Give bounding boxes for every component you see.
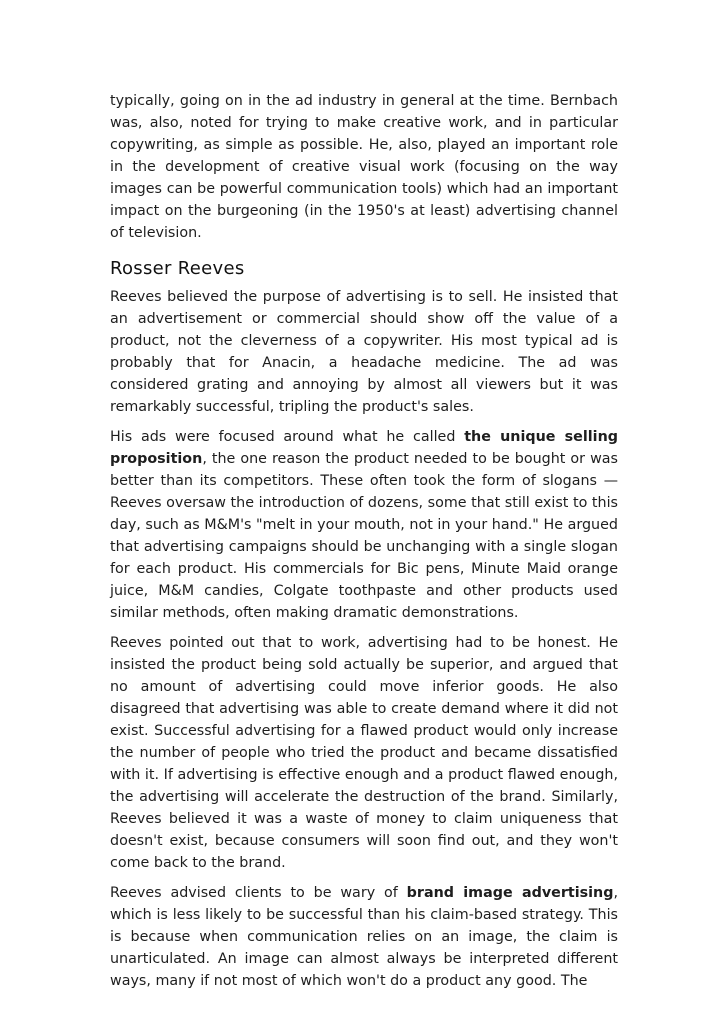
usp-text-start: His ads were focused around what he called	[110, 429, 465, 445]
brand-image-text-start: Reeves advised clients to be wary of	[110, 885, 407, 901]
paragraph-purpose-of-advertising: Reeves believed the purpose of advertising is to sell. He insisted that an advertisement or commercial should show off the value of a product, not the cleverness of a copywriter. His most typical ad is probably that for Anacin, a headache medicine. The ad was considered grating and annoying by almost all viewers but it was remarkably successful, tripling the product's sales.	[110, 289, 618, 415]
document-page	[110, 90, 618, 1000]
section-heading-rosser-reeves: Rosser Reeves	[110, 258, 245, 279]
brand-image-term: brand image advertising	[406, 885, 614, 901]
paragraph-unique-selling-proposition	[110, 426, 618, 624]
usp-term: the unique selling proposition	[110, 429, 618, 467]
usp-text-end: , the one reason the product needed to be bought or was better than its competitors. These often took the form of slogans — Reeves oversaw the introduction of dozens, some that still exist to this day, such as M&M's "melt in your mouth, not in your hand." He argued that advertising campaigns should be unchanging with a single slogan for each product. His commercials for Bic pens, Minute Maid orange juice, M&M candies, Colgate toothpaste and other products used similar methods, often making dramatic demonstrations.	[110, 451, 618, 621]
paragraph-honest-advertising: Reeves pointed out that to work, advertising had to be honest. He insisted the product being sold actually be superior, and argued that no amount of advertising could move inferior goods. He also disagreed that advertising was able to create demand where it did not exist. Successful advertising for a flawed product would only increase the number of people who tried the product and became dissatisfied with it. If advertising is effective enough and a product flawed enough, the advertising will accelerate the destruction of the brand. Similarly, Reeves believed it was a waste of money to claim uniqueness that doesn't exist, because consumers will soon find out, and they won't come back to the brand.	[110, 635, 618, 871]
paragraph-brand-image	[110, 882, 618, 992]
paragraph-bernbach-continuation: typically, going on in the ad industry in general at the time. Bernbach was, also, noted for trying to make creative work, and in particular copywriting, as simple as possible. He, also, played an important role in the development of creative visual work (focusing on the way images can be powerful communication tools) which had an important impact on the burgeoning (in the 1950's at least) advertising channel of television.	[110, 93, 618, 241]
brand-image-text-end: , which is less likely to be successful than his claim-based strategy. This is because when communication relies on an image, the claim is unarticulated. An image can almost always be interpreted different ways, many if not most of which won't do a product any good. The	[110, 885, 618, 989]
